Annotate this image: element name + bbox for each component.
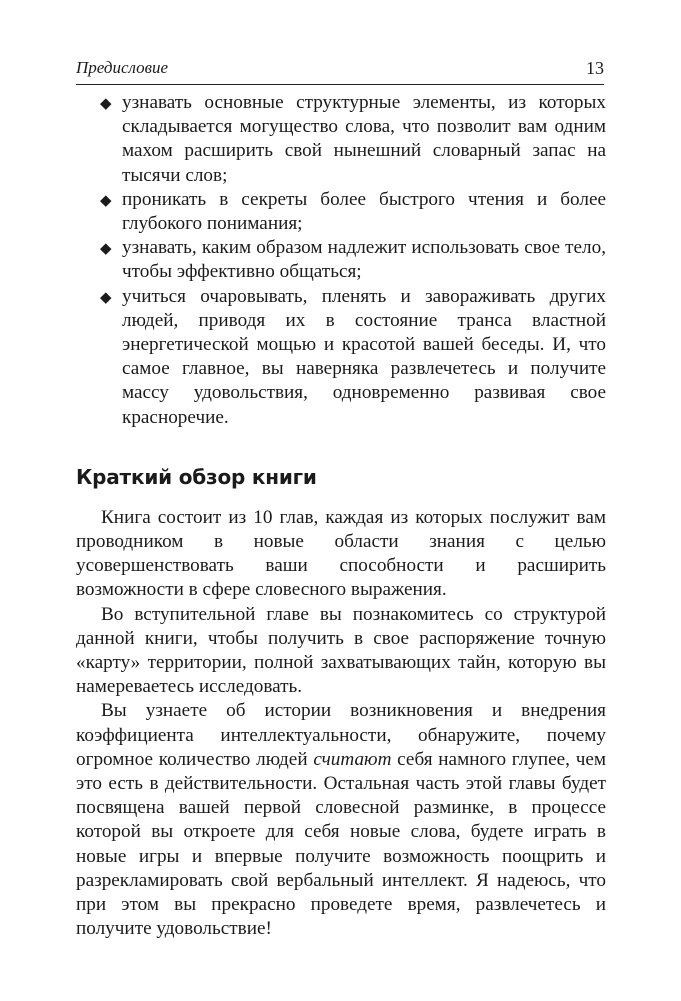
bullet-item xyxy=(76,188,606,236)
running-head-title: Предисловие xyxy=(76,58,169,77)
diamond-bullet-icon: ◆ xyxy=(100,287,112,306)
page-body xyxy=(76,91,606,942)
bullet-text: узнавать основные структурные элементы, из которых складывается могущество слова, что позволит вам одним махом расширить свой нынешний словарный запас на тысячи слов; xyxy=(122,92,606,186)
section-heading: Краткий обзор книги xyxy=(76,464,317,489)
diamond-bullet-icon: ◆ xyxy=(100,239,112,258)
bullet-item xyxy=(76,285,606,430)
diamond-bullet-icon: ◆ xyxy=(100,94,112,112)
paragraph xyxy=(76,699,606,941)
emphasis-text: считают xyxy=(313,748,392,770)
bullet-item xyxy=(76,91,606,188)
paragraph-text: Вы узнаете об истории возникновения и внедрения коэффициента интеллектуальности, обнаружите, почему огромное количество людей xyxy=(76,700,606,770)
paragraph: Книга состоит из 10 глав, каждая из которых послужит вам проводником в новые области знания с целью усовершенствовать ваши способности и расширить возможности в сфере словесного выражения. xyxy=(76,506,606,601)
bullet-list xyxy=(76,91,606,430)
bullet-item xyxy=(76,236,606,284)
header-rule xyxy=(76,84,604,85)
paragraph: Во вступительной главе вы познакомитесь со структурой данной книги, чтобы получить в свое распоряжение точную «карту» территории, полной захватывающих тайн, которую вы намереваетесь исследовать. xyxy=(76,603,606,698)
running-header xyxy=(76,58,604,80)
bullet-text: учиться очаровывать, пленять и завораживать других людей, приводя их в состояние транса властной энергетической мощью и красотой вашей беседы. И, что самое главное, вы наверняка развлечетесь и получите массу удовольствия, одновременно развивая свое красноречие. xyxy=(122,285,606,428)
diamond-bullet-icon: ◆ xyxy=(100,190,112,209)
bullet-text: проникать в секреты более быстрого чтения и более глубокого понимания; xyxy=(122,188,606,235)
paragraph-text: себя намного глупее, чем это есть в действительности. Остальная часть этой главы будет посвящена вашей первой словесной разминке, в процессе которой вы откроете для себя новые слова, будете играть в новые игры и впервые получите возможность поощрить и разрекламировать свой вербальный интеллект. Я надеюсь, что при этом вы прекрасно проведете время, развлечетесь и получите удовольствие! xyxy=(76,748,607,940)
bullet-text: узнавать, каким образом надлежит использовать свое тело, чтобы эффективно общаться; xyxy=(122,237,606,283)
page-number: 13 xyxy=(586,58,604,78)
